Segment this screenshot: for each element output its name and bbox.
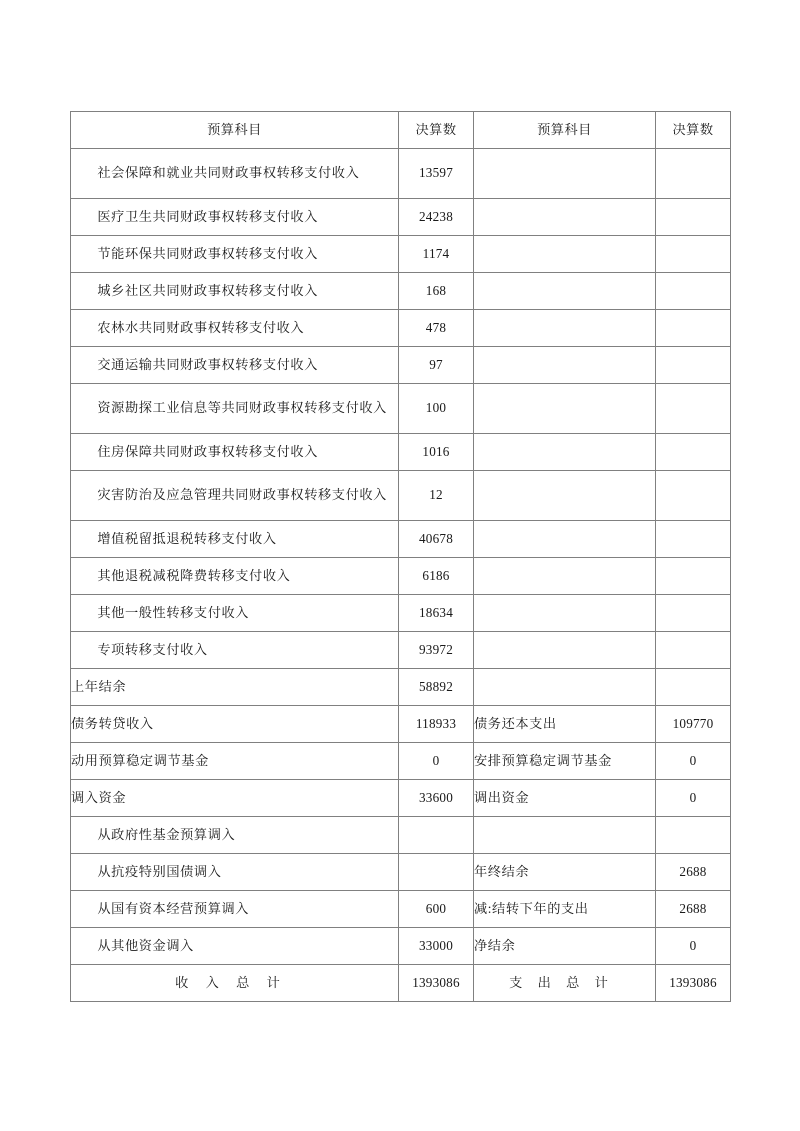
income-amount-cell: 118933 [399,706,474,743]
header-expense-amount: 决算数 [656,112,731,149]
expense-total-label: 支 出 总 计 [509,974,614,990]
income-amount-cell: 168 [399,273,474,310]
income-subject-label: 住房保障共同财政事权转移支付收入 [97,443,318,459]
income-amount-cell: 33000 [399,928,474,965]
header-income-amount: 决算数 [399,112,474,149]
expense-subject-cell [474,149,656,199]
expense-amount-cell [656,632,731,669]
income-subject-cell [71,928,399,965]
table-header [71,112,731,149]
expense-subject-label: 减:结转下年的支出 [474,900,589,916]
expense-amount-cell: 109770 [656,706,731,743]
expense-subject-label: 安排预算稳定调节基金 [474,752,612,768]
income-subject-cell [71,310,399,347]
income-amount-cell: 93972 [399,632,474,669]
income-subject-cell [71,149,399,199]
expense-subject-cell [474,595,656,632]
expense-amount-cell: 2688 [656,891,731,928]
expense-subject-label: 调出资金 [474,789,530,805]
income-subject-label: 从抗疫特别国债调入 [97,863,222,879]
expense-amount-cell [656,817,731,854]
income-subject-label: 交通运输共同财政事权转移支付收入 [97,356,318,372]
income-subject-cell [71,669,399,706]
income-subject-label: 资源勘探工业信息等共同财政事权转移支付收入 [97,400,387,416]
income-amount-cell: 18634 [399,595,474,632]
expense-amount-cell [656,471,731,521]
expense-amount-cell [656,199,731,236]
expense-subject-cell [474,817,656,854]
income-amount-cell: 6186 [399,558,474,595]
income-subject-cell [71,347,399,384]
expense-subject-cell [474,743,656,780]
expense-subject-cell [474,558,656,595]
expense-subject-label: 债务还本支出 [474,715,557,731]
income-subject-cell [71,891,399,928]
income-subject-label: 从国有资本经营预算调入 [97,900,250,916]
table-row [71,471,731,521]
income-amount-cell [399,817,474,854]
expense-subject-cell [474,854,656,891]
income-subject-cell [71,471,399,521]
expense-amount-cell: 0 [656,743,731,780]
income-subject-cell [71,743,399,780]
expense-amount-cell: 0 [656,928,731,965]
expense-subject-cell [474,347,656,384]
expense-amount-cell [656,434,731,471]
expense-amount-cell [656,236,731,273]
income-amount-cell: 0 [399,743,474,780]
income-subject-cell [71,434,399,471]
income-total-label-cell [71,965,399,1002]
income-amount-cell: 1016 [399,434,474,471]
expense-amount-cell [656,273,731,310]
table-row [71,310,731,347]
income-subject-label: 其他退税减税降费转移支付收入 [97,567,291,583]
expense-amount-cell [656,521,731,558]
income-amount-cell: 58892 [399,669,474,706]
header-row [71,112,731,149]
income-subject-label: 债务转贷收入 [71,715,154,731]
income-subject-label: 其他一般性转移支付收入 [97,604,250,620]
income-subject-label: 动用预算稳定调节基金 [71,752,209,768]
budget-final-accounts-table [70,111,731,1002]
expense-amount-cell [656,384,731,434]
income-amount-cell: 33600 [399,780,474,817]
income-subject-cell [71,706,399,743]
expense-total-label-cell [474,965,656,1002]
income-total-label: 收 入 总 计 [175,974,287,990]
expense-subject-cell [474,273,656,310]
income-subject-cell [71,817,399,854]
income-total-amount: 1393086 [399,965,474,1002]
income-amount-cell: 97 [399,347,474,384]
income-amount-cell: 12 [399,471,474,521]
expense-subject-cell [474,384,656,434]
table-row [71,347,731,384]
income-subject-label: 从政府性基金预算调入 [97,826,236,842]
table-row [71,817,731,854]
income-subject-cell [71,236,399,273]
income-subject-cell [71,273,399,310]
header-expense-subject: 预算科目 [474,112,656,149]
table-row [71,199,731,236]
income-subject-label: 城乡社区共同财政事权转移支付收入 [97,282,318,298]
expense-amount-cell [656,595,731,632]
expense-subject-cell [474,236,656,273]
expense-total-amount: 1393086 [656,965,731,1002]
expense-amount-cell: 2688 [656,854,731,891]
table-row [71,706,731,743]
income-amount-cell: 1174 [399,236,474,273]
income-amount-cell: 40678 [399,521,474,558]
income-amount-cell: 24238 [399,199,474,236]
table-row [71,891,731,928]
income-subject-label: 灾害防治及应急管理共同财政事权转移支付收入 [97,487,387,503]
income-subject-cell [71,595,399,632]
expense-subject-cell [474,310,656,347]
table-row [71,149,731,199]
expense-amount-cell: 0 [656,780,731,817]
expense-subject-cell [474,706,656,743]
header-income-subject: 预算科目 [71,112,399,149]
expense-subject-label: 净结余 [474,937,516,953]
income-amount-cell: 600 [399,891,474,928]
expense-amount-cell [656,310,731,347]
table-row [71,273,731,310]
expense-subject-cell [474,891,656,928]
table-row [71,434,731,471]
table-row [71,558,731,595]
income-subject-cell [71,632,399,669]
income-amount-cell: 478 [399,310,474,347]
income-subject-label: 增值税留抵退税转移支付收入 [97,530,277,546]
income-amount-cell [399,854,474,891]
income-amount-cell: 13597 [399,149,474,199]
expense-subject-cell [474,434,656,471]
income-subject-cell [71,521,399,558]
income-subject-label: 专项转移支付收入 [97,641,208,657]
income-subject-cell [71,199,399,236]
expense-subject-cell [474,199,656,236]
income-subject-cell [71,558,399,595]
table-row [71,521,731,558]
table-row [71,669,731,706]
income-subject-label: 农林水共同财政事权转移支付收入 [97,319,305,335]
income-subject-label: 医疗卫生共同财政事权转移支付收入 [97,208,318,224]
table-row [71,632,731,669]
income-subject-label: 从其他资金调入 [97,937,194,953]
budget-table-container [70,111,730,1002]
table-row [71,595,731,632]
income-amount-cell: 100 [399,384,474,434]
table-row [71,743,731,780]
expense-subject-label: 年终结余 [474,863,530,879]
table-total-row [71,965,731,1002]
income-subject-label: 节能环保共同财政事权转移支付收入 [97,245,318,261]
income-subject-cell [71,384,399,434]
expense-subject-cell [474,669,656,706]
expense-subject-cell [474,780,656,817]
income-subject-label: 调入资金 [71,789,127,805]
expense-amount-cell [656,669,731,706]
expense-subject-cell [474,521,656,558]
table-row [71,780,731,817]
expense-subject-cell [474,632,656,669]
income-subject-label: 上年结余 [71,678,127,694]
expense-subject-cell [474,471,656,521]
expense-amount-cell [656,149,731,199]
table-row [71,928,731,965]
income-subject-cell [71,854,399,891]
expense-subject-cell [474,928,656,965]
income-subject-label: 社会保障和就业共同财政事权转移支付收入 [97,165,360,181]
table-row [71,236,731,273]
expense-amount-cell [656,558,731,595]
table-row [71,384,731,434]
table-body [71,149,731,1002]
table-row [71,854,731,891]
expense-amount-cell [656,347,731,384]
income-subject-cell [71,780,399,817]
